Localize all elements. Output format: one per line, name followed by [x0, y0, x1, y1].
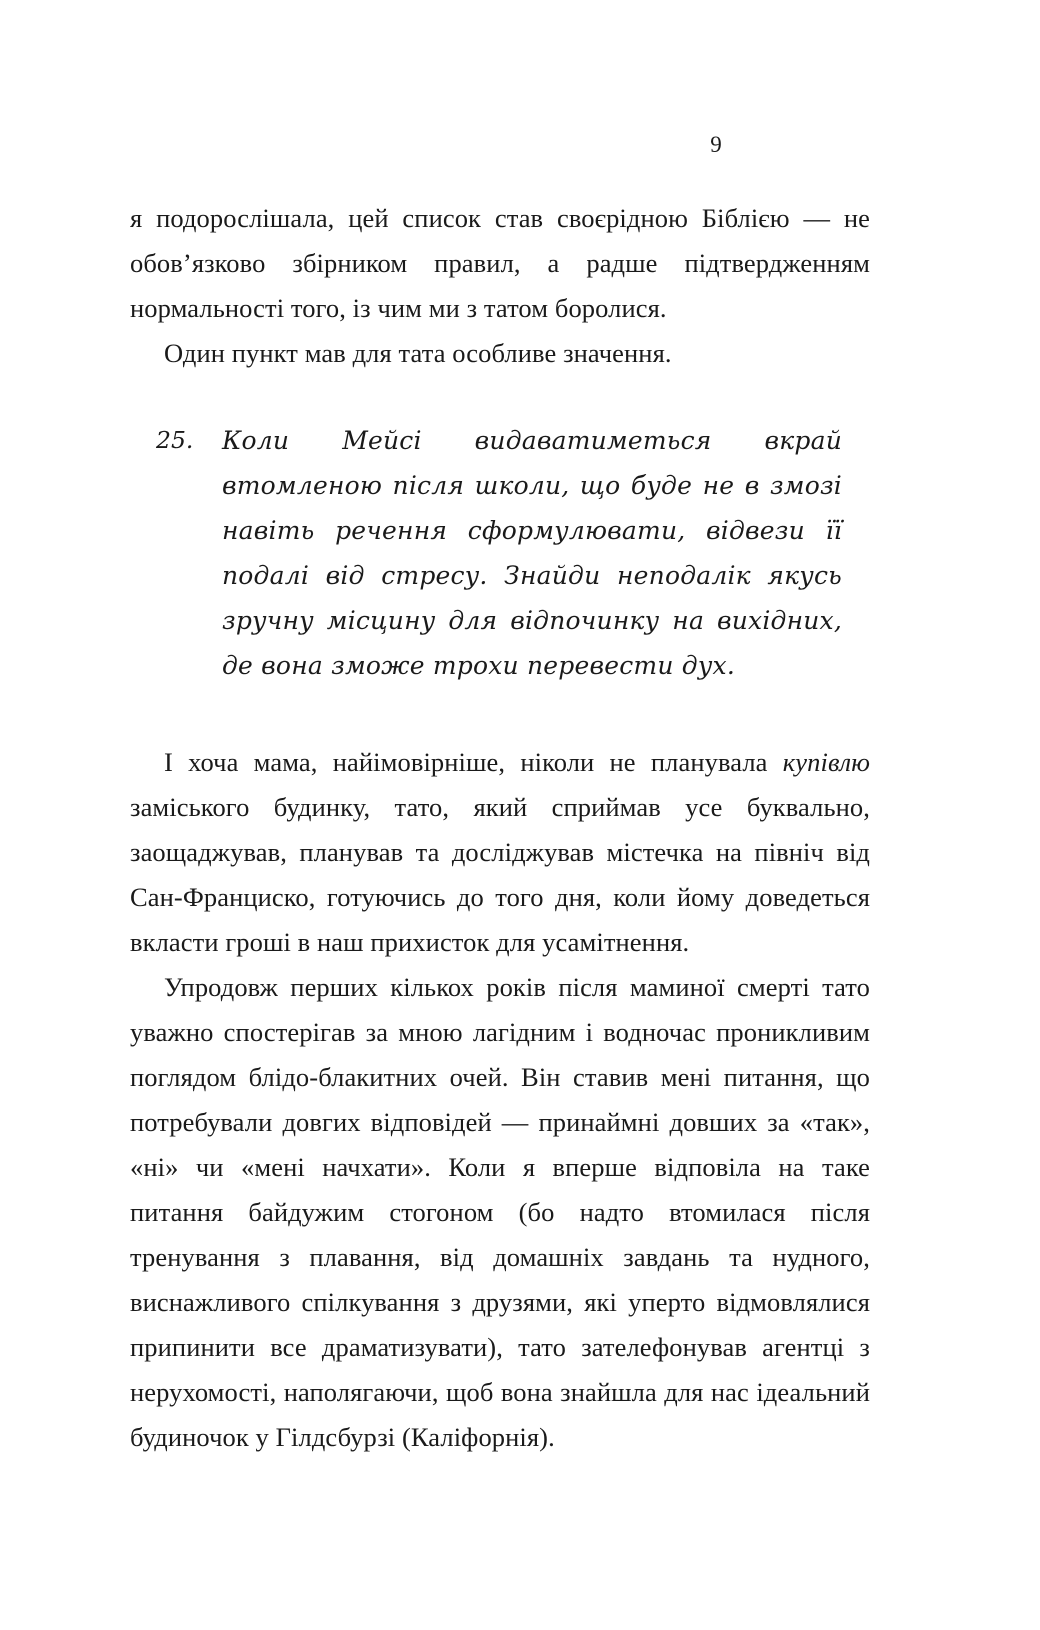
- emphasis-purchase: купівлю: [782, 747, 870, 777]
- paragraph-mother-plans: [130, 740, 870, 965]
- list-item-text: Коли Мейсі видаватиметься вкрай втомленою після школи, що буде не в змозі навіть речення сформулювати, відвези її подалі від стресу. Знайди неподалік якусь зручну місцину для відпочинку на вихідних, де вона зможе трохи перевести дух.: [222, 426, 842, 680]
- paragraph-one-point: Один пункт мав для тата особливе значення.: [164, 338, 672, 368]
- paragraph-continuation: я подорослішала, цей список став своєрідною Біблією — не обов’язково збірником правил, а радше підтвердженням нормальності того, із чим ми з татом боролися.: [130, 203, 870, 323]
- paragraph-text-part-2: заміського будинку, тато, який сприймав усе буквально, заощаджував, планував та досліджував містечка на північ від Сан-Франциско, готуючись до того дня, коли йому доведеться вкласти гроші в наш прихисток для усамітнення.: [130, 792, 870, 957]
- list-item-number: 25.: [156, 426, 194, 454]
- page-number: 9: [710, 132, 722, 157]
- paragraph-text-part-1: І хоча мама, найімовірніше, ніколи не планувала: [164, 747, 783, 777]
- paragraph-years-after: Упродовж перших кількох років після маминої смерті тато уважно спостерігав за мною лагідним і водночас проникливим поглядом блідо-блакитних очей. Він ставив мені питання, що потребували довгих відповідей — принаймні довших за «так», «ні» чи «мені начхати». Коли я вперше відповіла на таке питання байдужим стогоном (бо надто втомилася після тренування з плавання, від домашніх завдань та нудного, виснажливого спілкування з друзями, які уперто відмовлялися припинити все драматизувати), тато зателефонував агентці з нерухомості, наполягаючи, щоб вона знайшла для нас ідеальний будиночок у Гілдсбурзі (Каліфорнія).: [130, 972, 870, 1452]
- numbered-list-item: [130, 418, 842, 688]
- page-content: [130, 196, 870, 1460]
